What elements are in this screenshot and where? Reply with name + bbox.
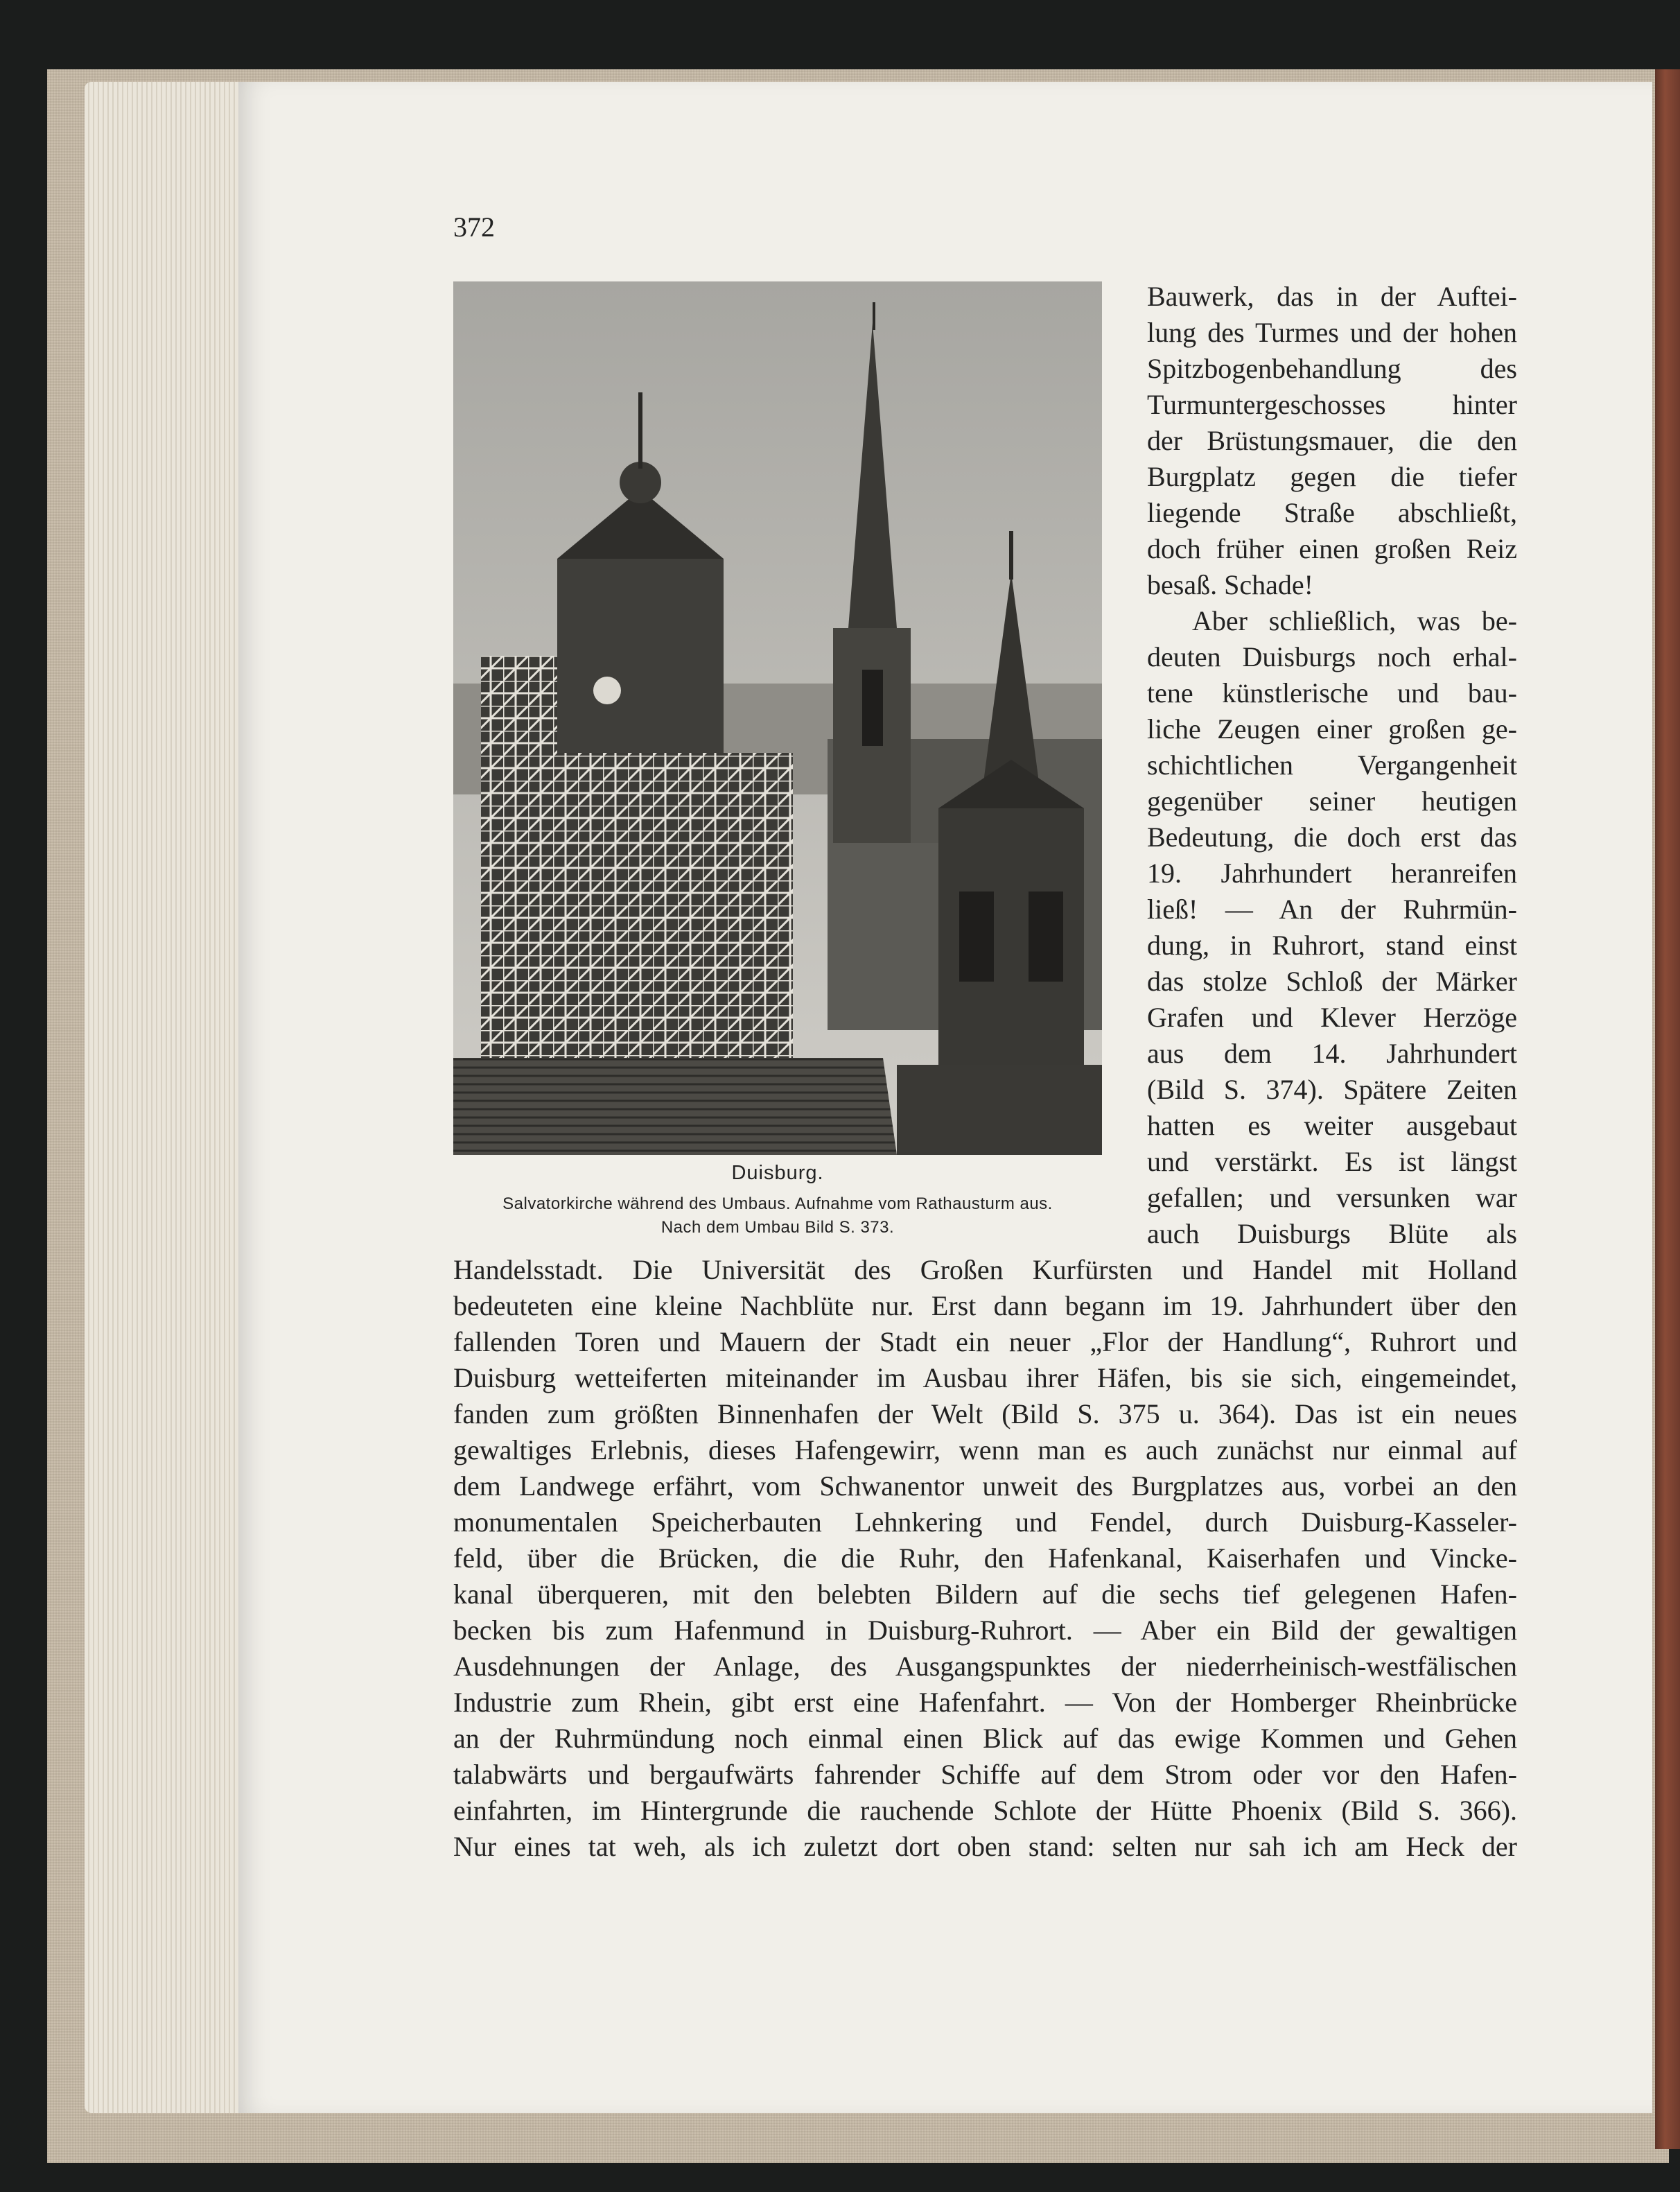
text-line: hatten es weiter ausgebaut	[1147, 1110, 1517, 1141]
text-line: Handelsstadt. Die Universität des Großen Kurfürsten und Handel mit Holland	[453, 1254, 1517, 1285]
text-line: schichtlichen Vergangenheit	[1147, 749, 1517, 781]
text-line: gefallen; und versunken war	[1147, 1182, 1517, 1213]
page-stack-edges	[85, 82, 244, 2113]
text-line: Duisburg wetteiferten miteinander im Ausbau ihrer Häfen, bis sie sich, eingemeindet,	[453, 1362, 1517, 1393]
text-line: lung des Turmes und der hohen	[1147, 317, 1517, 348]
text-line: der Brüstungsmauer, die den	[1147, 425, 1517, 456]
text-line: (Bild S. 374). Spätere Zeiten	[1147, 1074, 1517, 1105]
text-line: aus dem 14. Jahrhundert	[1147, 1038, 1517, 1069]
figure-photo	[453, 281, 1102, 1155]
text-line: Turmuntergeschosses hinter	[1147, 389, 1517, 420]
text-line: tene künstlerische und bau-	[1147, 677, 1517, 708]
text-line: Spitzbogenbehandlung des	[1147, 353, 1517, 384]
text-line: gegenüber seiner heutigen	[1147, 785, 1517, 817]
church-photo-illustration	[453, 281, 1102, 1155]
text-line: einfahrten, im Hintergrunde die rauchende Schlote der Hütte Phoenix (Bild S. 366).	[453, 1795, 1517, 1826]
text-line: feld, über die Brücken, die die Ruhr, den Hafenkanal, Kaiserhafen und Vincke-	[453, 1542, 1517, 1574]
text-line: Nur eines tat weh, als ich zuletzt dort oben stand: selten nur sah ich am Heck der	[453, 1831, 1517, 1862]
figure-caption-title: Duisburg.	[731, 1162, 824, 1184]
page-number: 372	[453, 211, 495, 243]
text-line: dung, in Ruhrort, stand einst	[1147, 930, 1517, 961]
figure-caption-line: Salvatorkirche während des Umbaus. Aufnahme vom Rathausturm aus.	[502, 1194, 1053, 1213]
text-line: liche Zeugen einer großen ge-	[1147, 713, 1517, 745]
text-line: ließ! — An der Ruhrmün-	[1147, 894, 1517, 925]
text-line: an der Ruhrmündung noch einmal einen Blick auf das ewige Kommen und Gehen	[453, 1723, 1517, 1754]
text-line: Industrie zum Rhein, gibt erst eine Hafenfahrt. — Von der Homberger Rheinbrücke	[453, 1687, 1517, 1718]
text-line: das stolze Schloß der Märker	[1147, 966, 1517, 997]
text-line: doch früher einen großen Reiz	[1147, 533, 1517, 564]
text-line: liegende Straße abschließt,	[1147, 497, 1517, 528]
text-line: Bedeutung, die doch erst das	[1147, 821, 1517, 853]
text-line: dem Landwege erfährt, vom Schwanentor unweit des Burgplatzes aus, vorbei an den	[453, 1470, 1517, 1502]
text-line: und verstärkt. Es ist längst	[1147, 1146, 1517, 1177]
text-line: Burgplatz gegen die tiefer	[1147, 461, 1517, 492]
text-line: Grafen und Klever Herzöge	[1147, 1002, 1517, 1033]
text-line: fanden zum größten Binnenhafen der Welt (Bild S. 375 u. 364). Das ist ein neues	[453, 1398, 1517, 1429]
text-line: auch Duisburgs Blüte als	[1147, 1218, 1517, 1249]
text-line: deuten Duisburgs noch erhal-	[1147, 641, 1517, 672]
text-line: Ausdehnungen der Anlage, des Ausgangspunktes der niederrheinisch-westfälischen	[453, 1651, 1517, 1682]
text-line: talabwärts und bergaufwärts fahrender Schiffe auf dem Strom oder vor den Hafen-	[453, 1759, 1517, 1790]
text-line: Aber schließlich, was be-	[1192, 605, 1517, 636]
text-line: besaß. Schade!	[1147, 569, 1313, 600]
text-line: gewaltiges Erlebnis, dieses Hafengewirr, wenn man es auch zunächst nur einmal auf	[453, 1434, 1517, 1465]
text-line: monumentalen Speicherbauten Lehnkering und Fendel, durch Duisburg-Kasseler-	[453, 1506, 1517, 1538]
text-line: fallenden Toren und Mauern der Stadt ein neuer „Flor der Handlung“, Ruhrort und	[453, 1326, 1517, 1357]
text-line: kanal überqueren, mit den belebten Bildern auf die sechs tief gelegenen Hafen-	[453, 1578, 1517, 1610]
figure-caption-line: Nach dem Umbau Bild S. 373.	[660, 1218, 895, 1237]
book-spine-edge	[1655, 69, 1680, 2149]
text-line: Bauwerk, das in der Auftei-	[1147, 281, 1517, 312]
text-line: 19. Jahrhundert heranreifen	[1147, 858, 1517, 889]
text-line: bedeuteten eine kleine Nachblüte nur. Erst dann begann im 19. Jahrhundert über den	[453, 1290, 1517, 1321]
text-line: becken bis zum Hafenmund in Duisburg-Ruhrort. — Aber ein Bild der gewaltigen	[453, 1615, 1517, 1646]
